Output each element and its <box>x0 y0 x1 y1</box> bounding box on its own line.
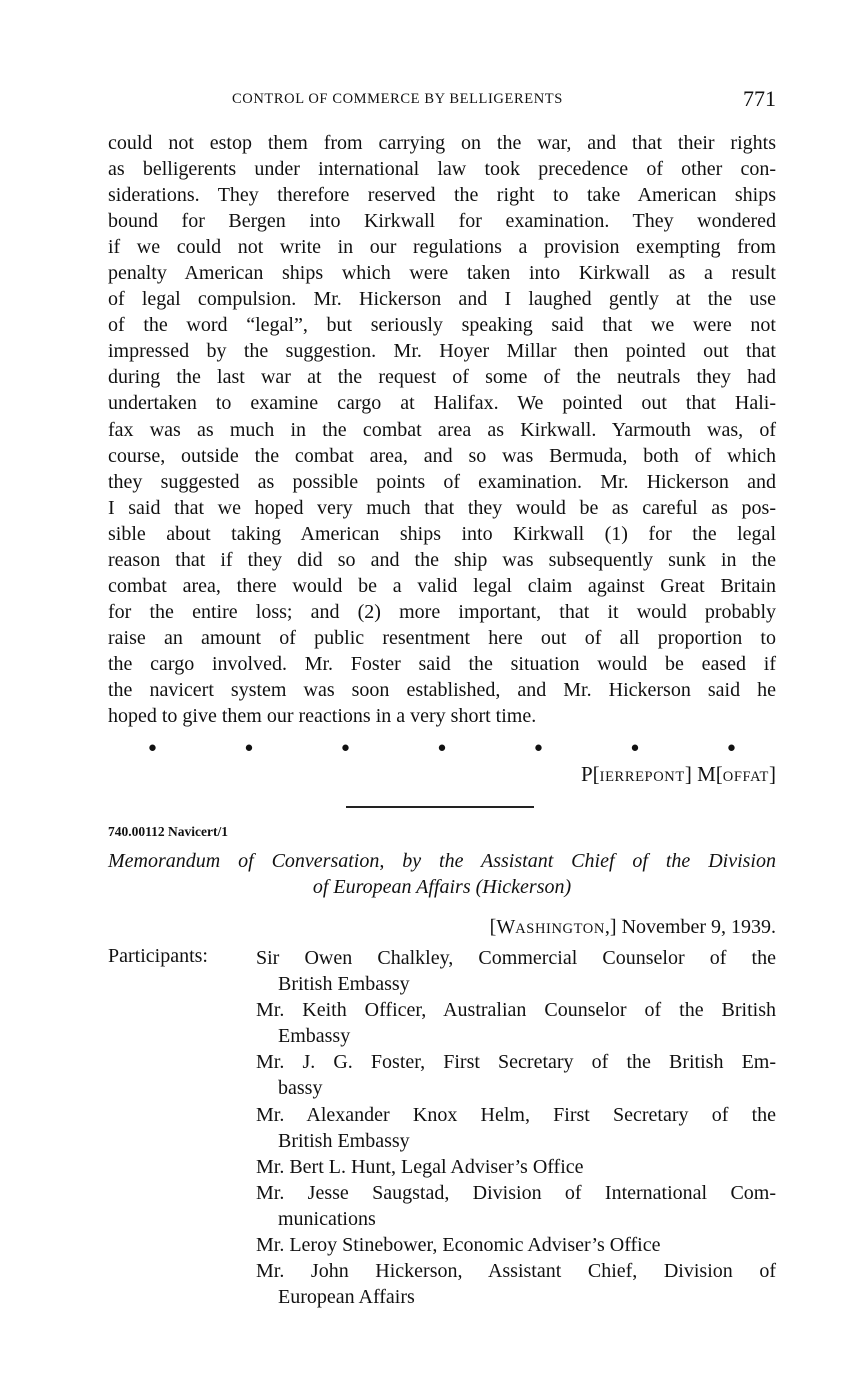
participant-line: Mr. Leroy Stinebower, Economic Adviser’s Office <box>256 1234 661 1257</box>
body-line: sible about taking American ships into Kirkwall (1) for the legal <box>108 522 776 545</box>
body-line: reason that if they did so and the ship was subsequently sunk in the <box>108 548 776 571</box>
participant-entry <box>256 1232 776 1258</box>
body-line: impressed by the suggestion. Mr. Hoyer Millar then pointed out that <box>108 340 776 363</box>
body-line: I said that we hoped very much that they would be as careful as pos- <box>108 496 776 519</box>
participant-line: Sir Owen Chalkley, Commercial Counselor of the <box>256 947 776 969</box>
participant-line: Mr. John Hickerson, Assistant Chief, Division of <box>256 1260 776 1283</box>
body-line: bound for Bergen into Kirkwall for examination. They wondered <box>108 210 776 233</box>
omission-dot: • <box>628 737 642 762</box>
participant-line: Mr. Alexander Knox Helm, First Secretary of the <box>256 1103 776 1126</box>
body-line: siderations. They therefore reserved the right to take American ships <box>108 184 776 207</box>
dateline-close: ,] November 9, 1939. <box>604 916 776 938</box>
body-line: the navicert system was soon established, and Mr. Hickerson said he <box>108 678 776 701</box>
body-line: of legal compulsion. Mr. Hickerson and I laughed gently at the use <box>108 288 776 311</box>
participant-entry <box>256 945 776 997</box>
signature-mid: ] M[ <box>684 762 723 786</box>
body-line: raise an amount of public resentment here out of all proportion to <box>108 626 776 649</box>
omission-dot: • <box>435 737 449 762</box>
running-header <box>108 88 776 114</box>
participant-entry <box>256 997 776 1049</box>
participant-entry <box>256 1049 776 1101</box>
participant-line: Mr. Keith Officer, Australian Counselor of the British <box>256 999 776 1022</box>
participant-line: British Embassy <box>278 1129 410 1152</box>
participant-entry <box>256 1258 776 1310</box>
omission-dots <box>146 737 738 762</box>
body-line: for the entire loss; and (2) more important, that it would probably <box>108 600 776 623</box>
body-line: penalty American ships which were taken into Kirkwall as a result <box>108 262 776 285</box>
body-line: if we could not write in our regulations a provision exempting from <box>108 236 776 259</box>
participant-line: European Affairs <box>278 1286 415 1309</box>
body-line: as belligerents under international law took precedence of other con- <box>108 158 776 181</box>
participant-entry <box>256 1180 776 1232</box>
dateline <box>490 916 776 939</box>
signature-m-rest: OFFAT <box>722 769 769 785</box>
page-number: 771 <box>743 86 776 111</box>
body-line: of the word “legal”, but seriously speaking said that we were not <box>108 314 776 337</box>
participants-list <box>256 945 776 1310</box>
section-divider <box>346 806 534 808</box>
body-line: could not estop them from carrying on the war, and that their rights <box>108 132 776 154</box>
signature-end: ] <box>769 762 776 786</box>
memo-title <box>108 848 776 900</box>
dateline-open: [W <box>489 916 516 938</box>
body-paragraph <box>108 130 776 729</box>
body-line: course, outside the combat area, and so was Bermuda, both of which <box>108 444 776 467</box>
participant-entry <box>256 1102 776 1154</box>
body-line: undertaken to examine cargo at Halifax. We pointed out that Hali- <box>108 392 776 415</box>
participant-line: Mr. Bert L. Hunt, Legal Adviser’s Office <box>256 1155 584 1178</box>
dateline-place: ASHINGTON <box>515 921 605 937</box>
body-line: they suggested as possible points of examination. Mr. Hickerson and <box>108 470 776 493</box>
participant-line: munications <box>278 1207 376 1230</box>
omission-dot: • <box>146 737 159 762</box>
participant-line: Mr. J. G. Foster, First Secretary of the British Em- <box>256 1051 776 1074</box>
memo-title-line: of European Affairs (Hickerson) <box>312 876 572 898</box>
participant-line: British Embassy <box>278 973 410 996</box>
participants-label: Participants: <box>108 945 208 967</box>
participant-line: Mr. Jesse Saugstad, Division of International Com- <box>256 1181 776 1204</box>
participant-line: bassy <box>278 1077 323 1100</box>
file-number: 740.00112 Navicert/1 <box>108 824 228 839</box>
signature-p-rest: IERREPONT <box>599 769 685 785</box>
participant-entry <box>256 1154 776 1180</box>
body-line: hoped to give them our reactions in a very short time. <box>108 705 537 728</box>
body-line: fax was as much in the combat area as Kirkwall. Yarmouth was, of <box>108 418 776 441</box>
omission-dot: • <box>725 737 738 762</box>
body-line: during the last war at the request of some of the neutrals they had <box>108 366 776 389</box>
signature <box>581 762 776 787</box>
participant-line: Embassy <box>278 1025 351 1048</box>
omission-dot: • <box>242 737 256 762</box>
omission-dot: • <box>532 737 545 762</box>
body-line: combat area, there would be a valid legal claim against Great Britain <box>108 574 776 597</box>
signature-p: P[ <box>580 762 600 786</box>
body-line: the cargo involved. Mr. Foster said the situation would be eased if <box>108 652 776 675</box>
memo-title-line: Memorandum of Conversation, by the Assistant Chief of the Division <box>108 850 776 872</box>
omission-dot: • <box>339 737 352 762</box>
running-title: CONTROL OF COMMERCE BY BELLIGERENTS <box>232 91 563 107</box>
